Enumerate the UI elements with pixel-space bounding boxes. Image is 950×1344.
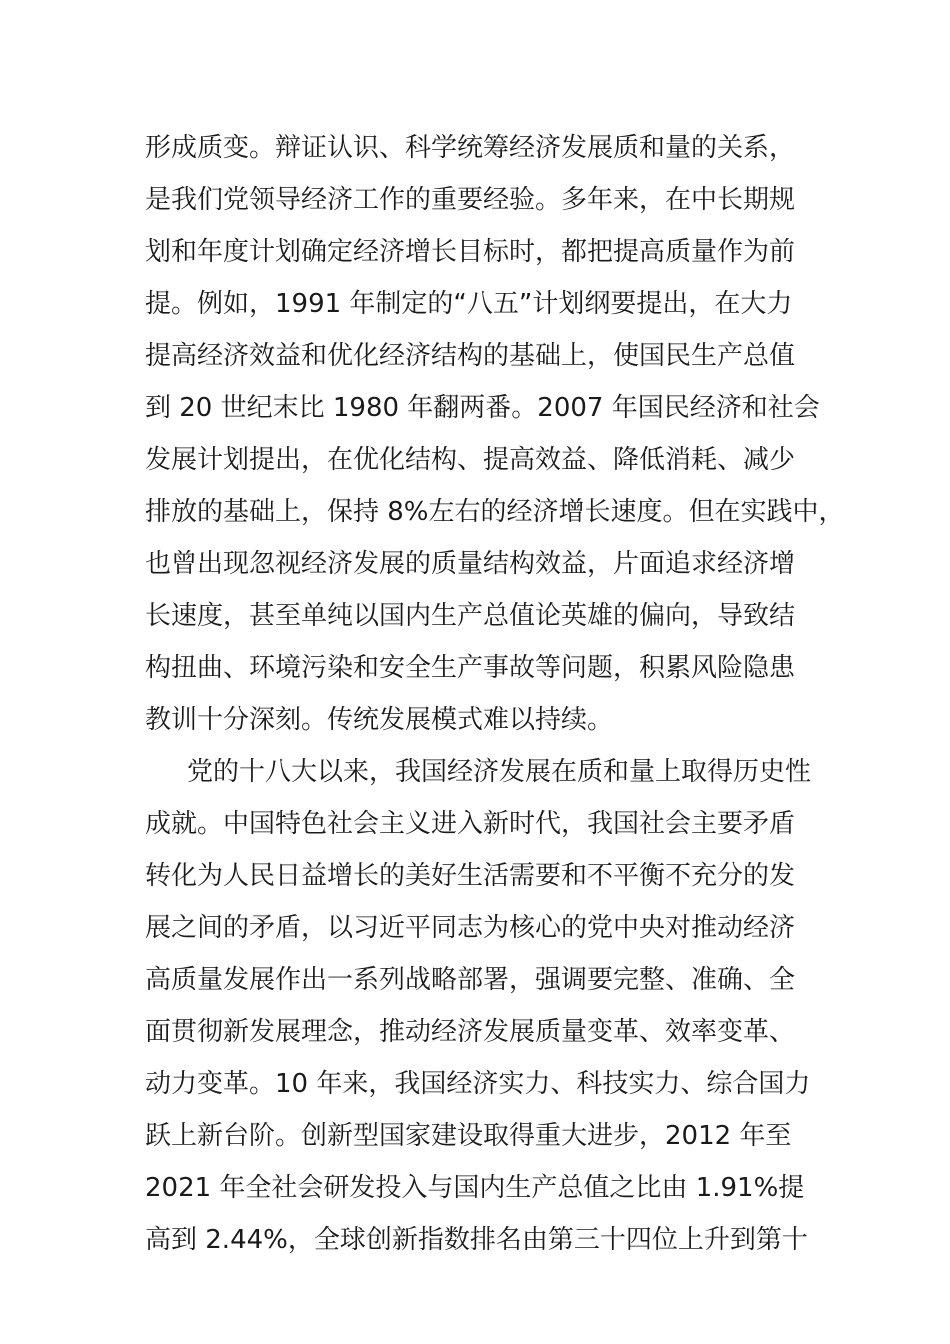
text-line: 到 20 世纪末比 1980 年翻两番。2007 年国民经济和社会: [145, 393, 820, 423]
text-line: 长速度，甚至单纯以国内生产总值论英雄的偏向，导致结: [145, 601, 796, 631]
text-line: 教训十分深刻。传统发展模式难以持续。: [145, 705, 614, 735]
text-line: 高质量发展作出一系列战略部署，强调要完整、准确、全: [145, 965, 796, 995]
paragraph-first-line: 党的十八大以来，我国经济发展在质和量上取得历史性: [187, 757, 812, 787]
text-line: 也曾出现忽视经济发展的质量结构效益，片面追求经济增: [145, 549, 796, 579]
text-line: 发展计划提出，在优化结构、提高效益、降低消耗、减少: [145, 445, 796, 475]
text-line: 提高经济效益和优化经济结构的基础上，使国民生产总值: [145, 341, 796, 371]
text-line: 动力变革。10 年来，我国经济实力、科技实力、综合国力: [145, 1069, 811, 1099]
text-line: 展之间的矛盾，以习近平同志为核心的党中央对推动经济: [145, 913, 796, 943]
text-line: 高到 2.44%，全球创新指数排名由第三十四位上升到第十: [145, 1225, 808, 1255]
text-line: 提。例如，1991 年制定的“八五”计划纲要提出，在大力: [145, 289, 793, 319]
text-line: 排放的基础上，保持 8%左右的经济增长速度。但在实践中，: [145, 497, 845, 527]
text-line: 2021 年全社会研发投入与国内生产总值之比由 1.91%提: [145, 1173, 805, 1203]
text-line: 划和年度计划确定经济增长目标时，都把提高质量作为前: [145, 237, 796, 267]
text-line: 是我们党领导经济工作的重要经验。多年来，在中长期规: [145, 185, 796, 215]
text-line: 构扭曲、环境污染和安全生产事故等问题，积累风险隐患: [145, 653, 796, 683]
text-line: 面贯彻新发展理念，推动经济发展质量变革、效率变革、: [145, 1017, 796, 1047]
text-line: 形成质变。辩证认识、科学统筹经济发展质和量的关系，: [145, 133, 796, 163]
text-line: 转化为人民日益增长的美好生活需要和不平衡不充分的发: [145, 861, 796, 891]
text-line: 成就。中国特色社会主义进入新时代，我国社会主要矛盾: [145, 809, 796, 839]
text-line: 跃上新台阶。创新型国家建设取得重大进步，2012 年至: [145, 1121, 792, 1151]
